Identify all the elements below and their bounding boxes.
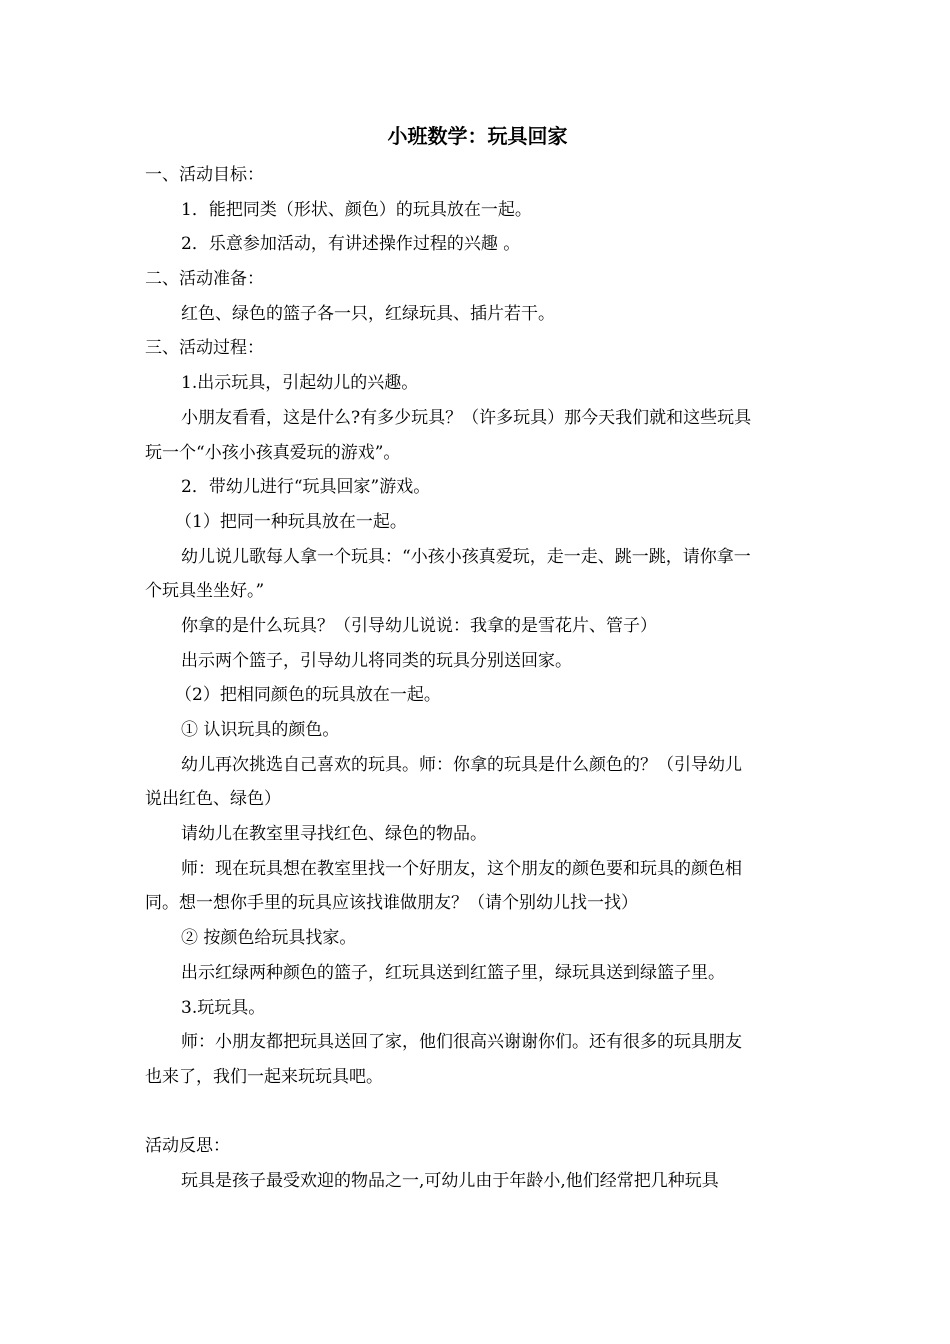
process-step-2: 2．带幼儿进行“玩具回家”游戏。 [181, 477, 431, 498]
paragraph-line: 出示红绿两种颜色的篮子，红玩具送到红篮子里，绿玩具送到绿篮子里。 [181, 962, 725, 983]
paragraph-line: 说出红色、绿色） [145, 789, 281, 810]
section-heading-process: 三、活动过程： [145, 338, 264, 359]
paragraph-line: 你拿的是什么玩具？（引导幼儿说说：我拿的是雪花片、管子） [181, 615, 657, 636]
paragraph-line: 幼儿再次挑选自己喜欢的玩具。师：你拿的玩具是什么颜色的？（引导幼儿 [181, 754, 742, 775]
section-heading-reflection: 活动反思： [145, 1136, 230, 1157]
paragraph-line: 也来了，我们一起来玩玩具吧。 [145, 1066, 383, 1087]
paragraph-line: 同。想一想你手里的玩具应该找谁做朋友？（请个别幼儿找一找） [145, 893, 638, 914]
goal-item-2: 2．乐意参加活动，有讲述操作过程的兴趣 。 [181, 234, 521, 255]
preparation-text: 红色、绿色的篮子各一只，红绿玩具、插片若干。 [181, 303, 555, 324]
circled-item-2: ② 按颜色给玩具找家。 [181, 928, 357, 949]
section-heading-goals: 一、活动目标： [145, 165, 264, 185]
process-step-1: 1.出示玩具，引起幼儿的兴趣。 [181, 373, 419, 394]
paragraph-line: 师：现在玩具想在教室里找一个好朋友，这个朋友的颜色要和玩具的颜色相 [181, 858, 742, 879]
paragraph-line: 请幼儿在教室里寻找红色、绿色的物品。 [181, 824, 487, 845]
blank-line [145, 1095, 810, 1130]
paragraph-line: 小朋友看看，这是什么?有多少玩具？（许多玩具）那今天我们就和这些玩具 [181, 407, 752, 428]
document-body [145, 158, 810, 1199]
document-title: 小班数学：玩具回家 [387, 124, 568, 148]
section-heading-preparation: 二、活动准备： [145, 269, 264, 290]
circled-item-1: ① 认识玩具的颜色。 [181, 720, 340, 740]
paragraph-line: 个玩具坐坐好。” [145, 581, 265, 602]
paragraph-line: 出示两个篮子，引导幼儿将同类的玩具分别送回家。 [181, 650, 572, 671]
process-substep-1: （1）把同一种玩具放在一起。 [175, 511, 407, 532]
paragraph-line: 师：小朋友都把玩具送回了家，他们很高兴谢谢你们。还有很多的玩具朋友 [181, 1032, 742, 1053]
process-step-3: 3.玩玩具。 [181, 997, 266, 1018]
paragraph-line: 玩一个“小孩小孩真爱玩的游戏”。 [145, 442, 401, 463]
goal-item-1: 1．能把同类（形状、颜色）的玩具放在一起。 [181, 199, 532, 220]
paragraph-line: 幼儿说儿歌每人拿一个玩具：“小孩小孩真爱玩，走一走、跳一跳，请你拿一 [181, 546, 751, 567]
process-substep-2: （2）把相同颜色的玩具放在一起。 [175, 685, 441, 706]
reflection-text: 玩具是孩子最受欢迎的物品之一,可幼儿由于年龄小,他们经常把几种玩具 [181, 1170, 719, 1191]
